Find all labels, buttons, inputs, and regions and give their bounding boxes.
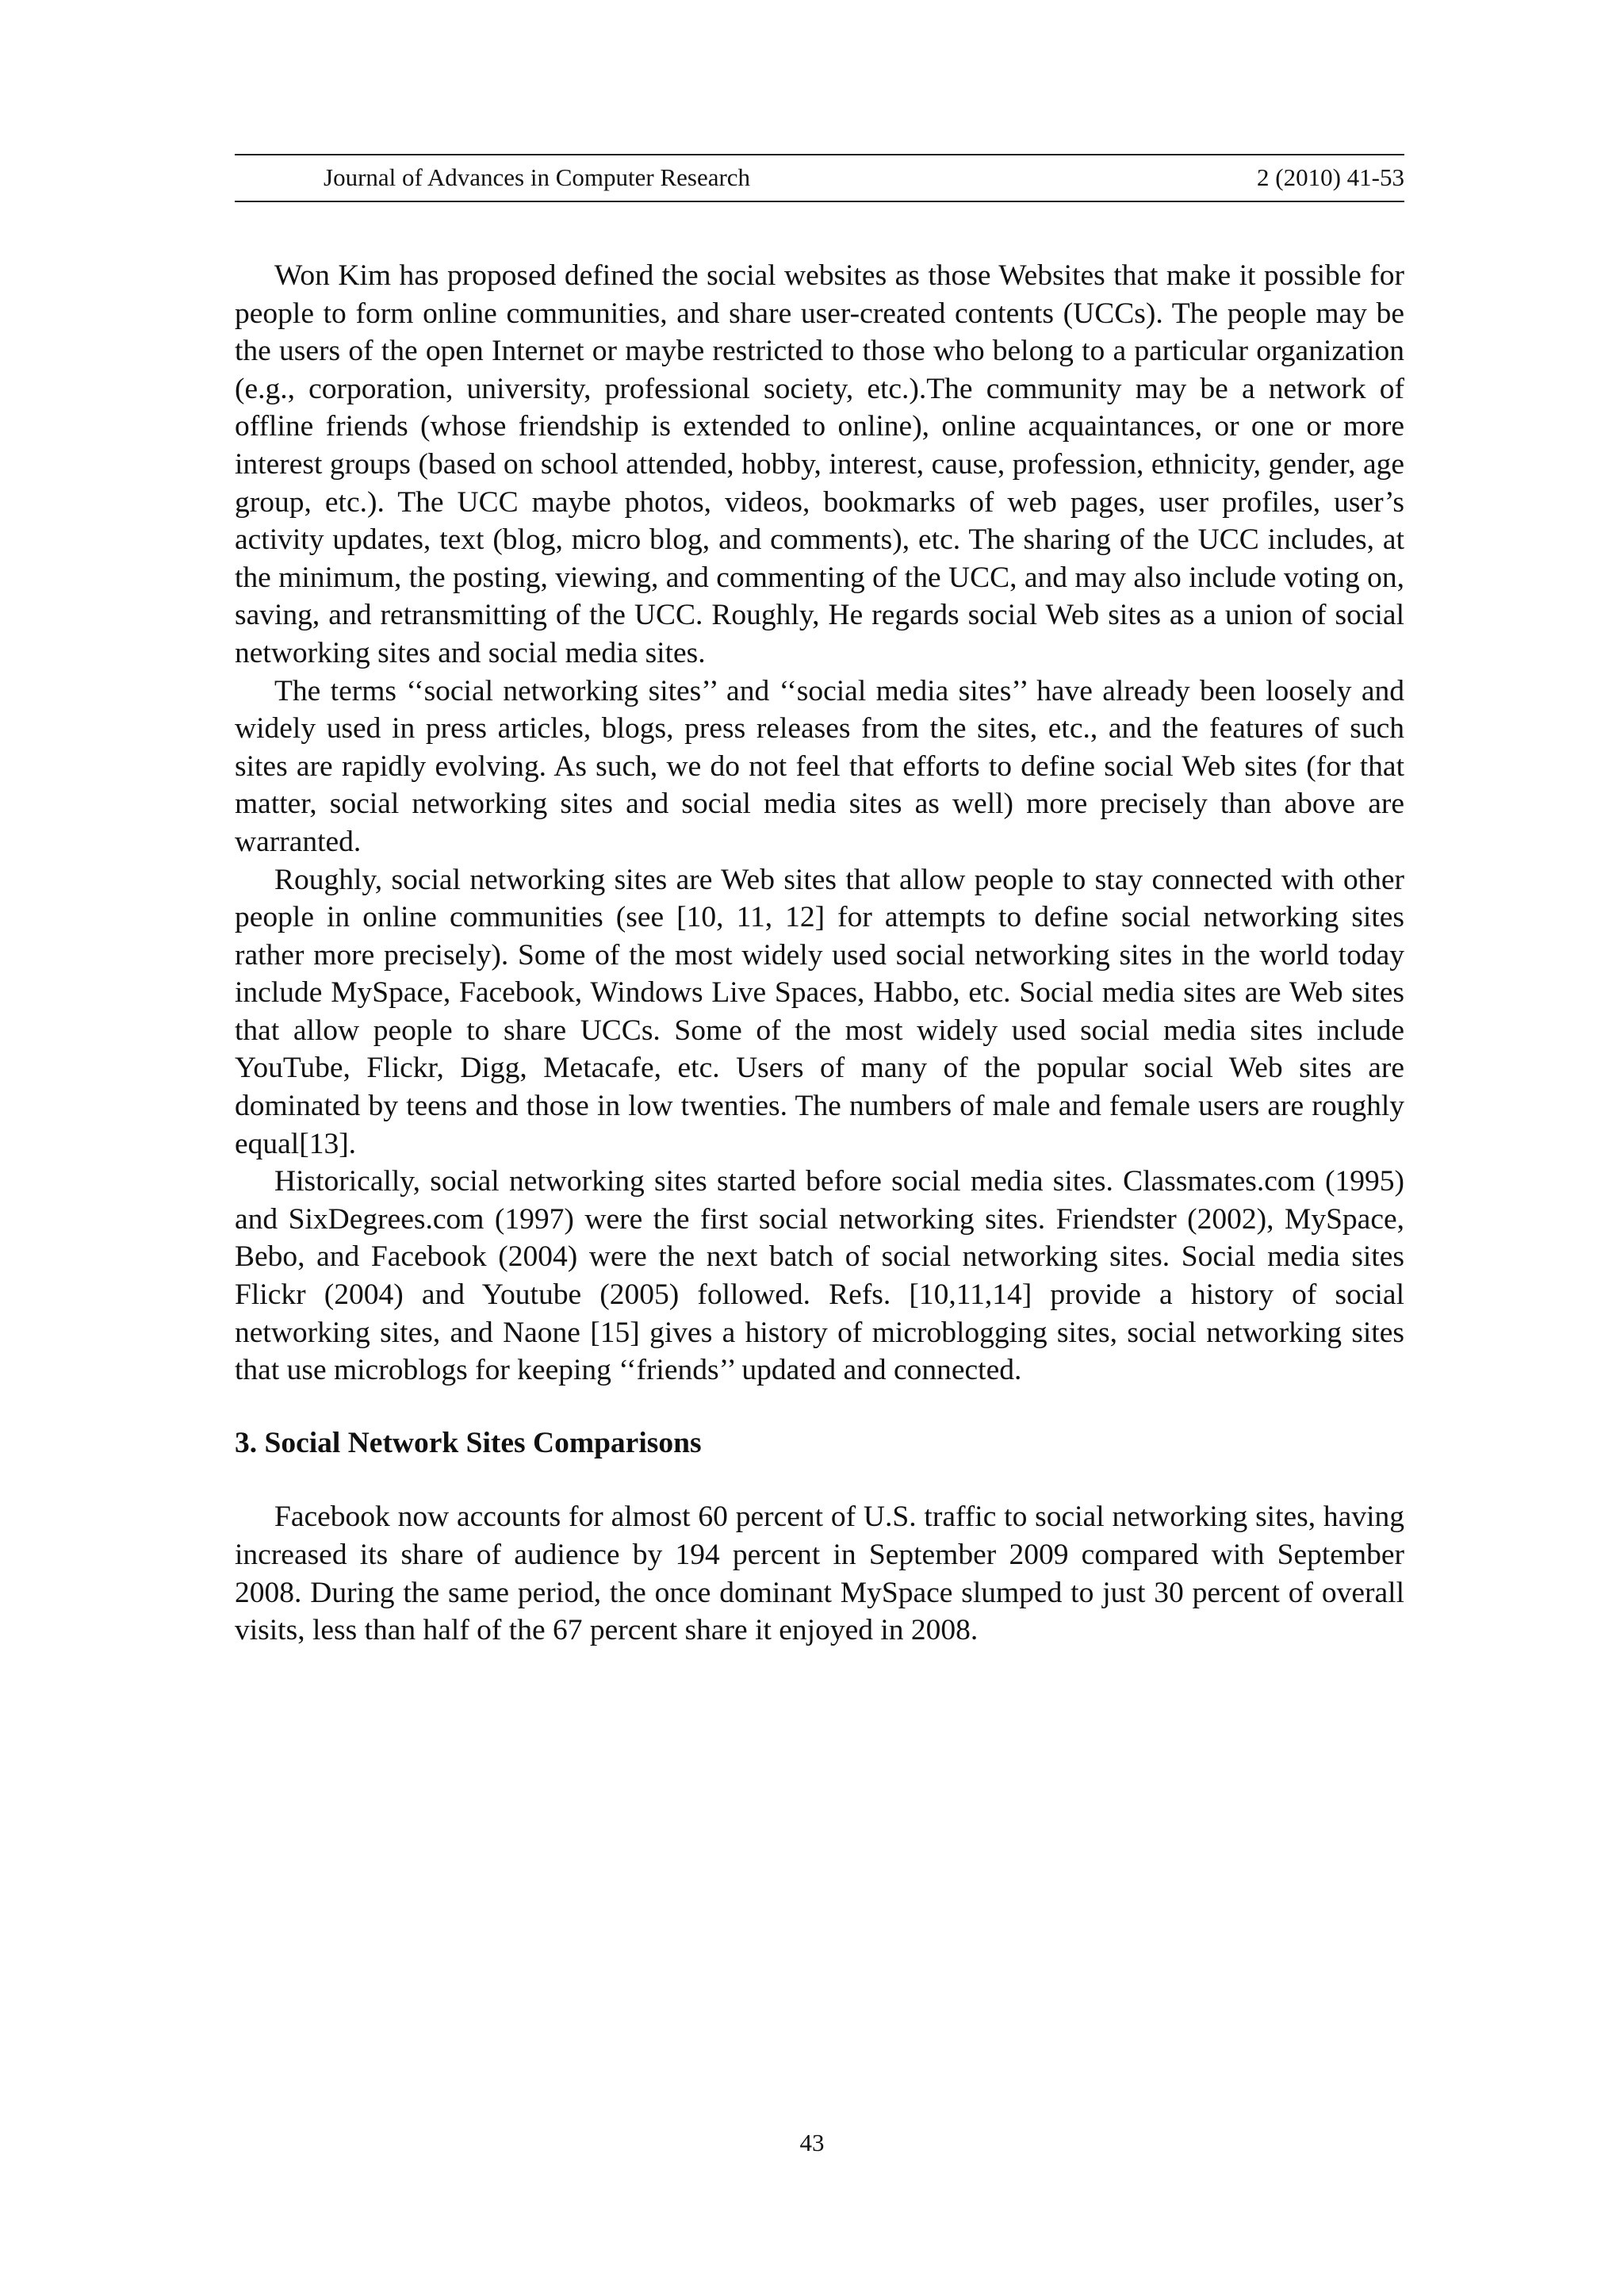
section-heading: 3. Social Network Sites Comparisons <box>235 1426 702 1459</box>
running-head-volume-pages: 2 (2010) 41-53 <box>1257 163 1404 191</box>
header-top-rule <box>235 154 1404 155</box>
paragraph-terms-usage: The terms ‘‘social networking sites’’ and ‘‘social media sites’’ have already been loosely and widely used in press articles, blogs, press releases from the sites, etc., and the features of such sites are rapidly evolving. As such, we do not feel that efforts to define social Web sites (for that matter, social networking sites and social media sites as well) more precisely than above are warranted. <box>235 674 1404 858</box>
paragraph-facebook-traffic: Facebook now accounts for almost 60 percent of U.S. traffic to social networking sites, having increased its share of audience by 194 percent in September 2009 compared with September 2008. During the same period, the once dominant MySpace slumped to just 30 percent of overall visits, less than half of the 67 percent share it enjoyed in 2008. <box>235 1501 1404 1647</box>
paragraph-social-websites-definition: Won Kim has proposed defined the social websites as those Websites that make it possible for people to form online communities, and share user-created contents (UCCs). The people may be the users of the open Internet or maybe restricted to those who belong to a particular organization (e.g., corporation, university, professional society, etc.).The community may be a network of offline friends (whose friendship is extended to online), online acquaintances, or one or more interest groups (based on school attended, hobby, interest, cause, profession, ethnicity, gender, age group, etc.). The UCC maybe photos, videos, bookmarks of web pages, user profiles, user’s activity updates, text (blog, micro blog, and comments), etc. The sharing of the UCC includes, at the minimum, the posting, viewing, and commenting of the UCC, and may also include voting on, saving, and retransmitting of the UCC. Roughly, He regards social Web sites as a union of social networking sites and social media sites. <box>235 259 1404 669</box>
header-bottom-rule <box>235 201 1404 202</box>
page-number: 43 <box>799 2129 825 2156</box>
article-body <box>235 257 1404 1650</box>
running-head-journal-title: Journal of Advances in Computer Research <box>324 163 751 191</box>
paragraph-history: Historically, social networking sites started before social media sites. Classmates.com (1995) and SixDegrees.com (1997) were the first social networking sites. Friendster (2002), MySpace, Bebo, and Facebook (2004) were the next batch of social networking sites. Social media sites Flickr (2004) and Youtube (2005) followed. Refs. [10,11,14] provide a history of social networking sites, and Naone [15] gives a history of microblogging sites, social networking sites that use microblogs for keeping ‘‘friends’’ updated and connected. <box>235 1165 1404 1387</box>
paragraph-social-networking-sites: Roughly, social networking sites are Web sites that allow people to stay connected with other people in online communities (see [10, 11, 12] for attempts to define social networking sites rather more precisely). Some of the most widely used social networking sites in the world today include MySpace, Facebook, Windows Live Spaces, Habbo, etc. Social media sites are Web sites that allow people to share UCCs. Some of the most widely used social media sites include YouTube, Flickr, Digg, Metacafe, etc. Users of many of the popular social Web sites are dominated by teens and those in low twenties. The numbers of male and female users are roughly equal[13]. <box>235 863 1404 1160</box>
